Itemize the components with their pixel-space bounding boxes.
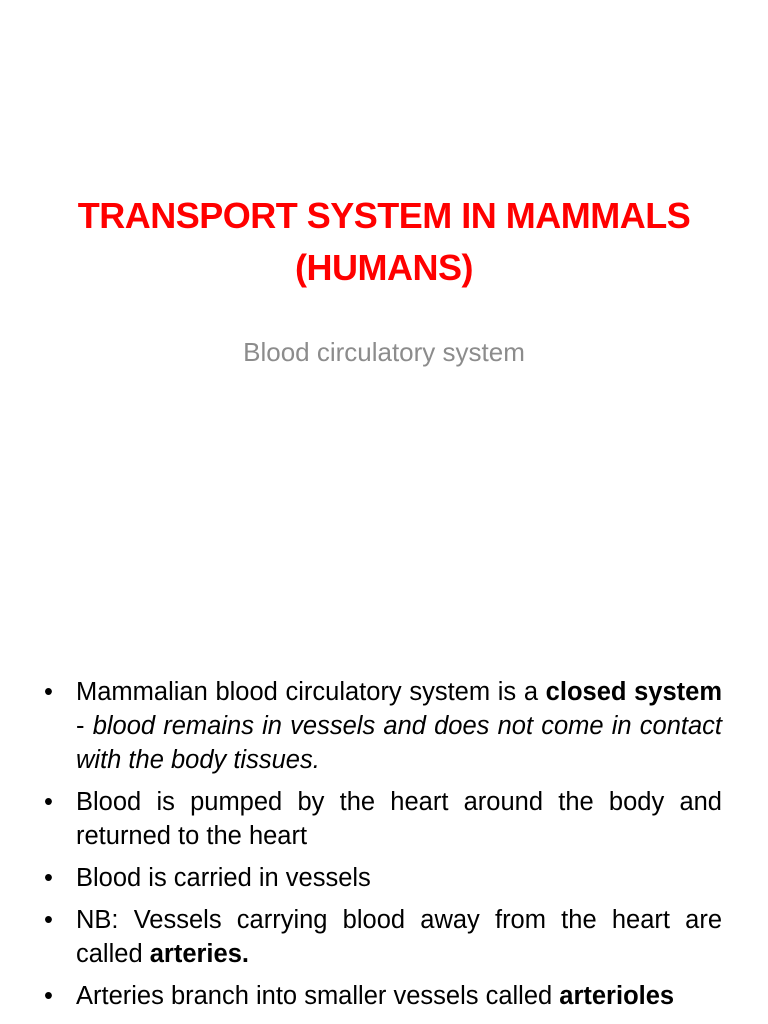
bullet-item-arterioles [44,979,722,1013]
bullet-text: Arteries branch into smaller vessels called [76,982,560,1010]
bullet-text: Blood is pumped by the heart around the body and returned to the heart [76,788,722,850]
bullet-item-pumped [44,785,722,853]
bullet-bold-text: arteries. [149,940,249,968]
bullet-text: - [76,712,93,740]
bullet-item-vessels [44,861,722,895]
slide-subtitle: Blood circulatory system [243,337,525,367]
bullet-item-arteries [44,903,722,971]
bullet-dot-icon: • [44,788,53,816]
bullet-dot-icon: • [44,864,53,892]
bullet-dot-icon: • [44,906,53,934]
bullet-item-closed-system [44,675,722,777]
bullet-dot-icon: • [44,982,53,1010]
bullet-bold-text: closed system [545,678,723,706]
bullet-text: NB: Vessels carrying blood away from the heart are called [76,906,722,968]
slide-title-line-2: (HUMANS) [295,247,473,288]
bullet-text: Mammalian blood circulatory system is a [76,678,546,706]
bullet-italic-text: blood remains in vessels and does not come in contact with the body tissues. [76,712,723,774]
bullet-dot-icon: • [44,678,53,706]
slide-title [24,190,744,294]
slide-title-line-1: TRANSPORT SYSTEM IN MAMMALS [77,195,691,236]
bullet-list [44,675,722,1021]
bullet-text: Blood is carried in vessels [76,864,371,892]
bullet-bold-text: arterioles [559,982,675,1010]
